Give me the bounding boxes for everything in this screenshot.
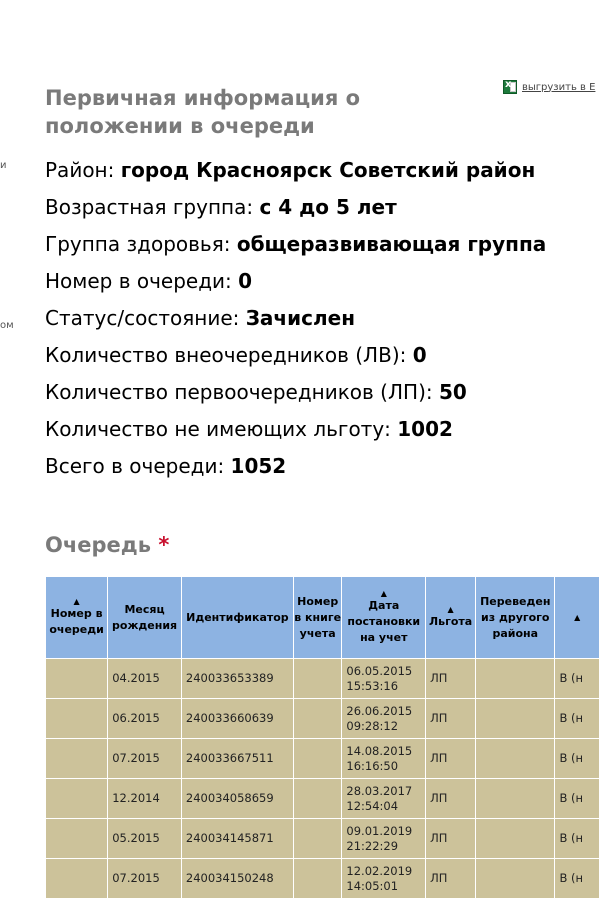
- cell-status: В (н: [555, 699, 600, 739]
- cell-status: В (н: [555, 859, 600, 899]
- cell-birth-month: 06.2015: [108, 699, 182, 739]
- info-row-district: [45, 152, 546, 189]
- info-label: Всего в очереди:: [45, 454, 231, 478]
- info-value: 1002: [397, 417, 453, 441]
- column-header-label: Номер в книге учета: [294, 594, 342, 640]
- export-excel-label: выгрузить в Е: [522, 81, 596, 93]
- cell-registration-date: 14.08.2015 16:16:50: [342, 739, 426, 779]
- left-edge-fragment: и: [0, 160, 7, 171]
- cell-book-number: [293, 699, 341, 739]
- cell-benefit: ЛП: [426, 739, 476, 779]
- table-row: [46, 819, 600, 859]
- info-label: Количество не имеющих льготу:: [45, 417, 398, 441]
- cell-queue-number: [46, 659, 108, 699]
- info-label: Статус/состояние:: [45, 306, 246, 330]
- cell-transferred: [476, 819, 555, 859]
- cell-status: В (н: [555, 659, 600, 699]
- column-header-label: Льгота: [429, 614, 473, 628]
- info-label: Количество первоочередников (ЛП):: [45, 380, 439, 404]
- info-value: 1052: [230, 454, 287, 478]
- cell-identifier: 240034145871: [181, 819, 293, 859]
- required-mark: *: [158, 533, 170, 557]
- cell-book-number: [293, 739, 341, 779]
- cell-book-number: [293, 819, 341, 859]
- cell-status: В (н: [555, 819, 600, 859]
- info-row-health-group: [45, 226, 546, 263]
- cell-book-number: [293, 779, 341, 819]
- info-row-no-benefit-count: [45, 411, 546, 448]
- column-header-label: Номер в очереди: [49, 606, 104, 636]
- info-value: общеразвивающая группа: [236, 232, 547, 256]
- table-row: [46, 659, 600, 699]
- queue-title-text: Очередь: [45, 533, 152, 557]
- cell-transferred: [476, 659, 555, 699]
- cell-identifier: 240034150248: [181, 859, 293, 899]
- queue-header-row: [46, 577, 600, 659]
- cell-status: В (н: [555, 739, 600, 779]
- info-label: Район:: [45, 158, 121, 182]
- excel-file-icon: [503, 80, 517, 94]
- cell-benefit: ЛП: [426, 819, 476, 859]
- table-row: [46, 739, 600, 779]
- cell-benefit: ЛП: [426, 779, 476, 819]
- info-label: Возрастная группа:: [45, 195, 260, 219]
- info-row-age-group: [45, 189, 546, 226]
- column-header-status[interactable]: [555, 577, 600, 659]
- queue-section-title: [45, 533, 169, 557]
- cell-transferred: [476, 699, 555, 739]
- column-header-transferred: [476, 577, 555, 659]
- export-excel-link[interactable]: [503, 80, 595, 94]
- cell-birth-month: 05.2015: [108, 819, 182, 859]
- column-header-label: Переведен из другого района: [480, 594, 551, 640]
- column-header-identifier: [181, 577, 293, 659]
- cell-benefit: ЛП: [426, 659, 476, 699]
- info-value: с 4 до 5 лет: [259, 195, 397, 219]
- column-header-birth-month: [108, 577, 182, 659]
- table-row: [46, 699, 600, 739]
- cell-identifier: 240033660639: [181, 699, 293, 739]
- cell-queue-number: [46, 779, 108, 819]
- sort-arrow-icon: ▲: [73, 596, 80, 606]
- cell-identifier: 240033653389: [181, 659, 293, 699]
- queue-info-list: [45, 152, 546, 485]
- column-header-registration-date[interactable]: [342, 577, 426, 659]
- table-row: [46, 779, 600, 819]
- cell-queue-number: [46, 739, 108, 779]
- sort-arrow-icon: ▲: [574, 612, 581, 622]
- sort-arrow-icon: ▲: [380, 588, 387, 598]
- cell-queue-number: [46, 699, 108, 739]
- info-value: город Красноярск Советский район: [120, 158, 536, 182]
- column-header-benefit[interactable]: [426, 577, 476, 659]
- cell-registration-date: 09.01.2019 21:22:29: [342, 819, 426, 859]
- info-value: 0: [238, 269, 253, 293]
- cell-registration-date: 26.06.2015 09:28:12: [342, 699, 426, 739]
- info-row-lv-count: [45, 337, 546, 374]
- column-header-label: Дата постановки на учет: [347, 598, 421, 644]
- left-edge-fragment: ом: [0, 320, 14, 331]
- cell-registration-date: 28.03.2017 12:54:04: [342, 779, 426, 819]
- cell-identifier: 240033667511: [181, 739, 293, 779]
- column-header-label: Идентификатор: [186, 610, 289, 624]
- cell-transferred: [476, 739, 555, 779]
- info-label: Номер в очереди:: [45, 269, 239, 293]
- info-row-total: [45, 448, 546, 485]
- info-label: Количество внеочередников (ЛВ):: [45, 343, 413, 367]
- info-row-status: [45, 300, 546, 337]
- cell-queue-number: [46, 819, 108, 859]
- sort-arrow-icon: ▲: [447, 604, 454, 614]
- info-value: 50: [438, 380, 467, 404]
- info-value: 0: [412, 343, 427, 367]
- queue-table: [45, 576, 600, 899]
- cell-birth-month: 07.2015: [108, 859, 182, 899]
- info-row-lp-count: [45, 374, 546, 411]
- cell-registration-date: 12.02.2019 14:05:01: [342, 859, 426, 899]
- cell-registration-date: 06.05.2015 15:53:16: [342, 659, 426, 699]
- cell-birth-month: 04.2015: [108, 659, 182, 699]
- info-label: Группа здоровья:: [45, 232, 237, 256]
- cell-birth-month: 07.2015: [108, 739, 182, 779]
- info-value: Зачислен: [245, 306, 356, 330]
- cell-status: В (н: [555, 779, 600, 819]
- cell-birth-month: 12.2014: [108, 779, 182, 819]
- cell-transferred: [476, 779, 555, 819]
- info-section-title: Первичная информация о положении в очереди: [45, 86, 361, 138]
- info-row-queue-number: [45, 263, 546, 300]
- column-header-book-number: [293, 577, 341, 659]
- cell-benefit: ЛП: [426, 859, 476, 899]
- column-header-queue-number[interactable]: [46, 577, 108, 659]
- cell-book-number: [293, 659, 341, 699]
- cell-identifier: 240034058659: [181, 779, 293, 819]
- column-header-label: Месяц рождения: [112, 602, 178, 632]
- cell-benefit: ЛП: [426, 699, 476, 739]
